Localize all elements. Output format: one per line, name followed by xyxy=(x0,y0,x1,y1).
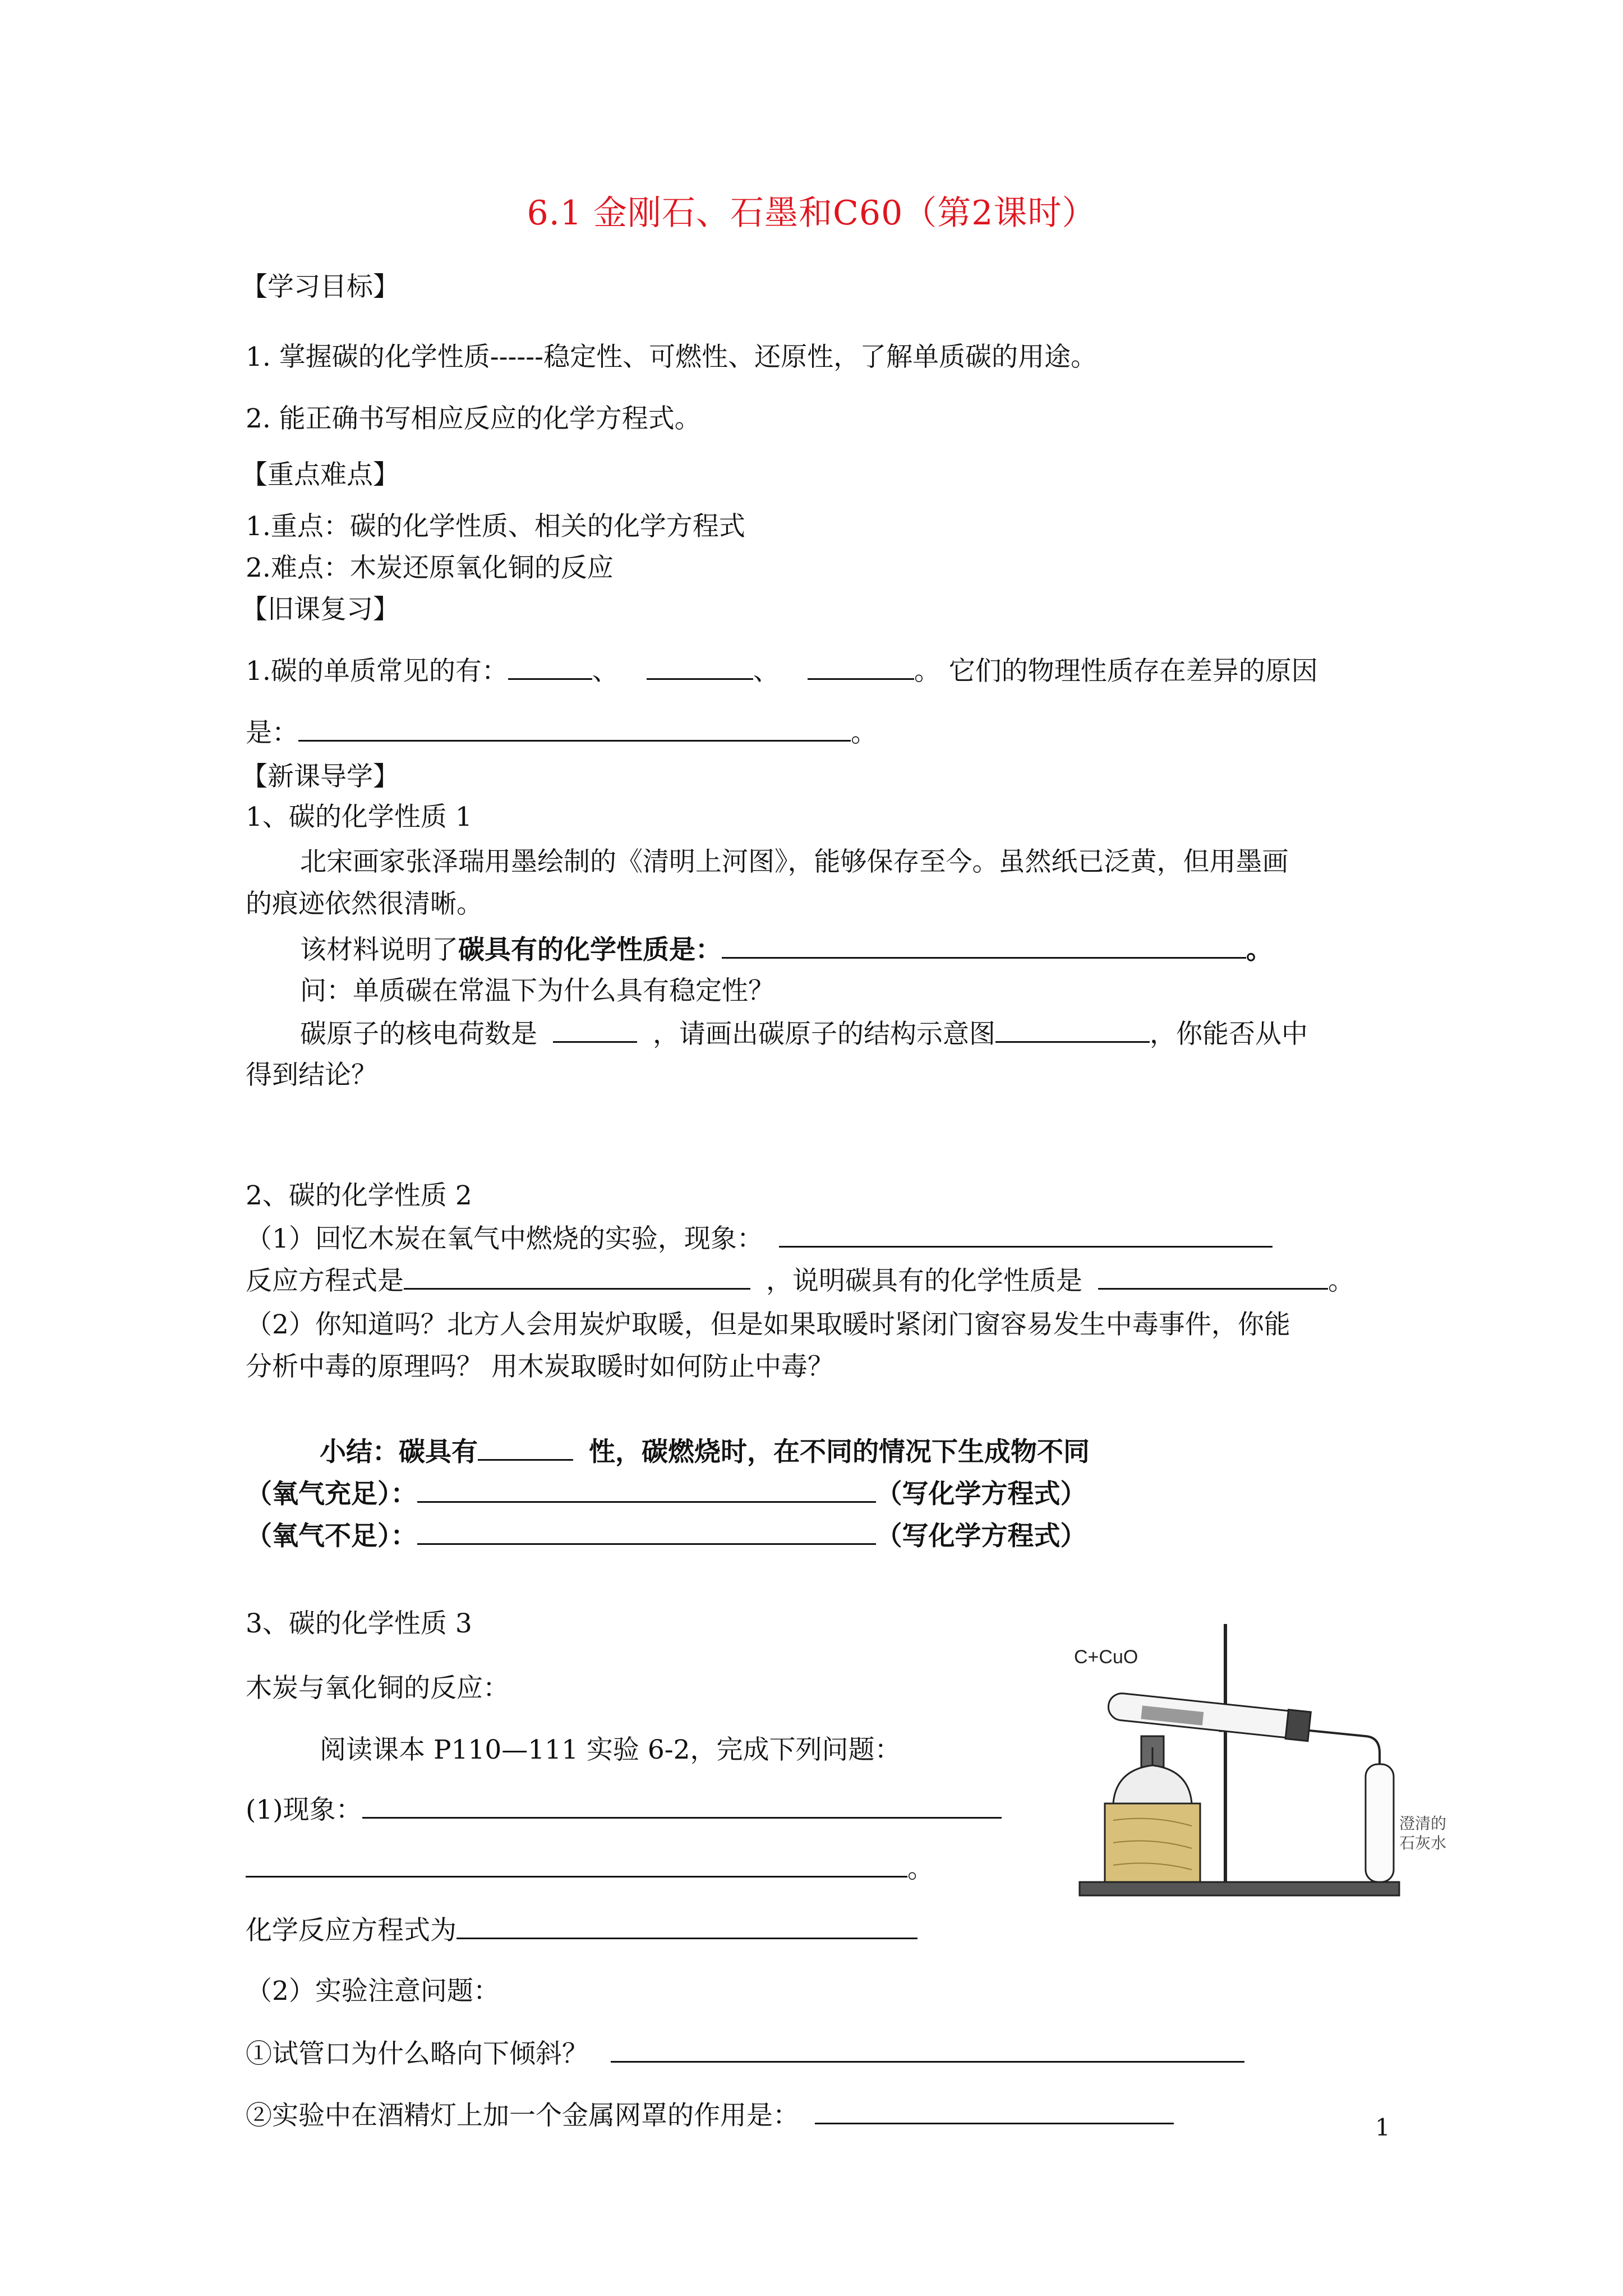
period: 。 xyxy=(1328,1266,1354,1296)
answer-blank[interactable] xyxy=(647,654,753,680)
answer-blank[interactable] xyxy=(298,715,851,742)
answer-blank[interactable] xyxy=(362,1792,1002,1819)
review-question-line1 xyxy=(246,654,1318,688)
property-3-heading: 3、碳的化学性质 3 xyxy=(246,1608,472,1639)
difficult-point: 2.难点：木炭还原氧化铜的反应 xyxy=(246,553,614,583)
page-title: 6.1 金刚石、石墨和C60（第2课时） xyxy=(527,194,1096,233)
section-new: 【新课导学】 xyxy=(241,761,399,792)
figure-label-limewater-1: 澄清的 xyxy=(1399,1815,1447,1832)
property-1-heading: 1、碳的化学性质 1 xyxy=(246,802,472,832)
p3-question-2b xyxy=(246,2098,1174,2133)
stand-base xyxy=(1080,1882,1399,1895)
p1-question-2: 问：单质碳在常温下为什么具有稳定性？ xyxy=(300,976,774,1006)
alcohol-lamp xyxy=(1113,1765,1192,1803)
answer-blank[interactable] xyxy=(808,654,914,680)
answer-blank[interactable] xyxy=(779,1221,1272,1248)
answer-blank[interactable] xyxy=(457,1913,917,1939)
answer-blank[interactable] xyxy=(611,2036,1244,2063)
p3-question-2a xyxy=(246,2036,1244,2071)
p3-reading-instruction: 阅读课本 P110—111 实验 6-2，完成下列问题： xyxy=(320,1734,901,1765)
p2-q1-text: （1）回忆木炭在氧气中燃烧的实验，现象： xyxy=(246,1223,763,1254)
summary-text: （氧气充足）： xyxy=(246,1479,417,1510)
summary-text: （写化学方程式） xyxy=(875,1479,1087,1510)
p3-question-1-cont xyxy=(246,1851,934,1886)
answer-blank[interactable] xyxy=(417,1519,876,1545)
p1-question-3-cont: 得到结论？ xyxy=(246,1060,377,1091)
review-sep: 、 xyxy=(592,656,619,687)
p1-q3-text: ，你能否从中 xyxy=(1150,1019,1308,1050)
review-question-line2 xyxy=(246,715,877,750)
answer-blank[interactable] xyxy=(1098,1263,1328,1290)
summary-line2 xyxy=(246,1476,1087,1511)
answer-blank[interactable] xyxy=(553,1016,637,1043)
p1-q3-text: ，请画出碳原子的结构示意图 xyxy=(653,1019,995,1050)
p2-q1-text: 反应方程式是 xyxy=(246,1266,404,1296)
p3-equation xyxy=(246,1913,917,1948)
summary-line3 xyxy=(246,1519,1087,1553)
summary-line1 xyxy=(320,1434,1090,1469)
figure-label-limewater-2: 石灰水 xyxy=(1399,1834,1447,1852)
page-number: 1 xyxy=(1375,2114,1390,2141)
review-q-text: 是： xyxy=(246,717,298,748)
answer-blank[interactable] xyxy=(404,1263,750,1290)
answer-blank[interactable] xyxy=(417,1476,876,1503)
limewater-tube xyxy=(1366,1764,1394,1882)
wooden-block xyxy=(1105,1803,1200,1882)
key-point: 1.重点：碳的化学性质、相关的化学方程式 xyxy=(246,511,745,542)
section-key: 【重点难点】 xyxy=(241,459,399,490)
test-tube xyxy=(1107,1691,1311,1741)
summary-text: 性，碳燃烧时，在不同的情况下生成物不同 xyxy=(589,1437,1090,1467)
review-q-text: 。 它们的物理性质存在差异的原因 xyxy=(914,656,1318,687)
p2-question-1-cont xyxy=(246,1263,1354,1298)
review-sep: 、 xyxy=(753,656,780,687)
p3-q2a-text: ①试管口为什么略向下倾斜？ xyxy=(246,2039,588,2069)
p3-question-2: （2）实验注意问题： xyxy=(246,1976,500,2007)
period: 。 xyxy=(851,717,877,748)
p3-q2b-text: ②实验中在酒精灯上加一个金属网罩的作用是： xyxy=(246,2100,799,2131)
section-goals: 【学习目标】 xyxy=(241,272,399,302)
answer-blank[interactable] xyxy=(995,1016,1150,1043)
p1-text-line1: 北宋画家张泽瑞用墨绘制的《清明上河图》，能够保存至今。虽然纸已泛黄，但用墨画 xyxy=(300,846,1289,877)
answer-blank[interactable] xyxy=(815,2098,1174,2124)
p1-text-line2: 的痕迹依然很清晰。 xyxy=(246,889,483,919)
p1-question-3 xyxy=(300,1016,1308,1051)
property-2-heading: 2、碳的化学性质 2 xyxy=(246,1180,472,1211)
p3-question-1 xyxy=(246,1792,1002,1827)
summary-text: （氧气不足）： xyxy=(246,1521,417,1552)
p2-q1-text: ，说明碳具有的化学性质是 xyxy=(766,1266,1082,1296)
p1-q1-bold: 碳具有的化学性质是： xyxy=(458,935,722,965)
goal-2: 2. 能正确书写相应反应的化学方程式。 xyxy=(246,403,701,434)
section-review: 【旧课复习】 xyxy=(241,594,399,625)
answer-blank[interactable] xyxy=(478,1434,573,1461)
p1-question-1 xyxy=(300,932,1272,967)
p3-eq-text: 化学反应方程式为 xyxy=(246,1915,457,1946)
period: 。 xyxy=(1246,935,1272,965)
experiment-apparatus-figure xyxy=(1063,1618,1475,1907)
p1-q3-text: 碳原子的核电荷数是 xyxy=(300,1019,537,1050)
summary-text: （写化学方程式） xyxy=(875,1521,1087,1552)
review-q-text: 1.碳的单质常见的有： xyxy=(246,656,508,687)
answer-blank[interactable] xyxy=(508,654,592,680)
p3-subheading: 木炭与氧化铜的反应： xyxy=(246,1673,509,1704)
period: 。 xyxy=(907,1853,934,1884)
summary-text: 小结：碳具有 xyxy=(320,1437,478,1467)
p2-question-2-line2: 分析中毒的原理吗？ 用木炭取暖时如何防止中毒？ xyxy=(246,1351,834,1382)
figure-label-reactants: C+CuO xyxy=(1074,1646,1138,1668)
answer-blank[interactable] xyxy=(246,1851,907,1878)
p3-q1-text: (1)现象： xyxy=(246,1795,362,1825)
p2-question-1 xyxy=(246,1221,1272,1256)
goal-1: 1. 掌握碳的化学性质------稳定性、可燃性、还原性，了解单质碳的用途。 xyxy=(246,342,1098,372)
p1-q1-text: 该材料说明了 xyxy=(300,935,458,965)
answer-blank[interactable] xyxy=(722,932,1246,959)
p2-question-2-line1: （2）你知道吗？北方人会用炭炉取暖，但是如果取暖时紧闭门窗容易发生中毒事件，你能 xyxy=(246,1309,1290,1340)
